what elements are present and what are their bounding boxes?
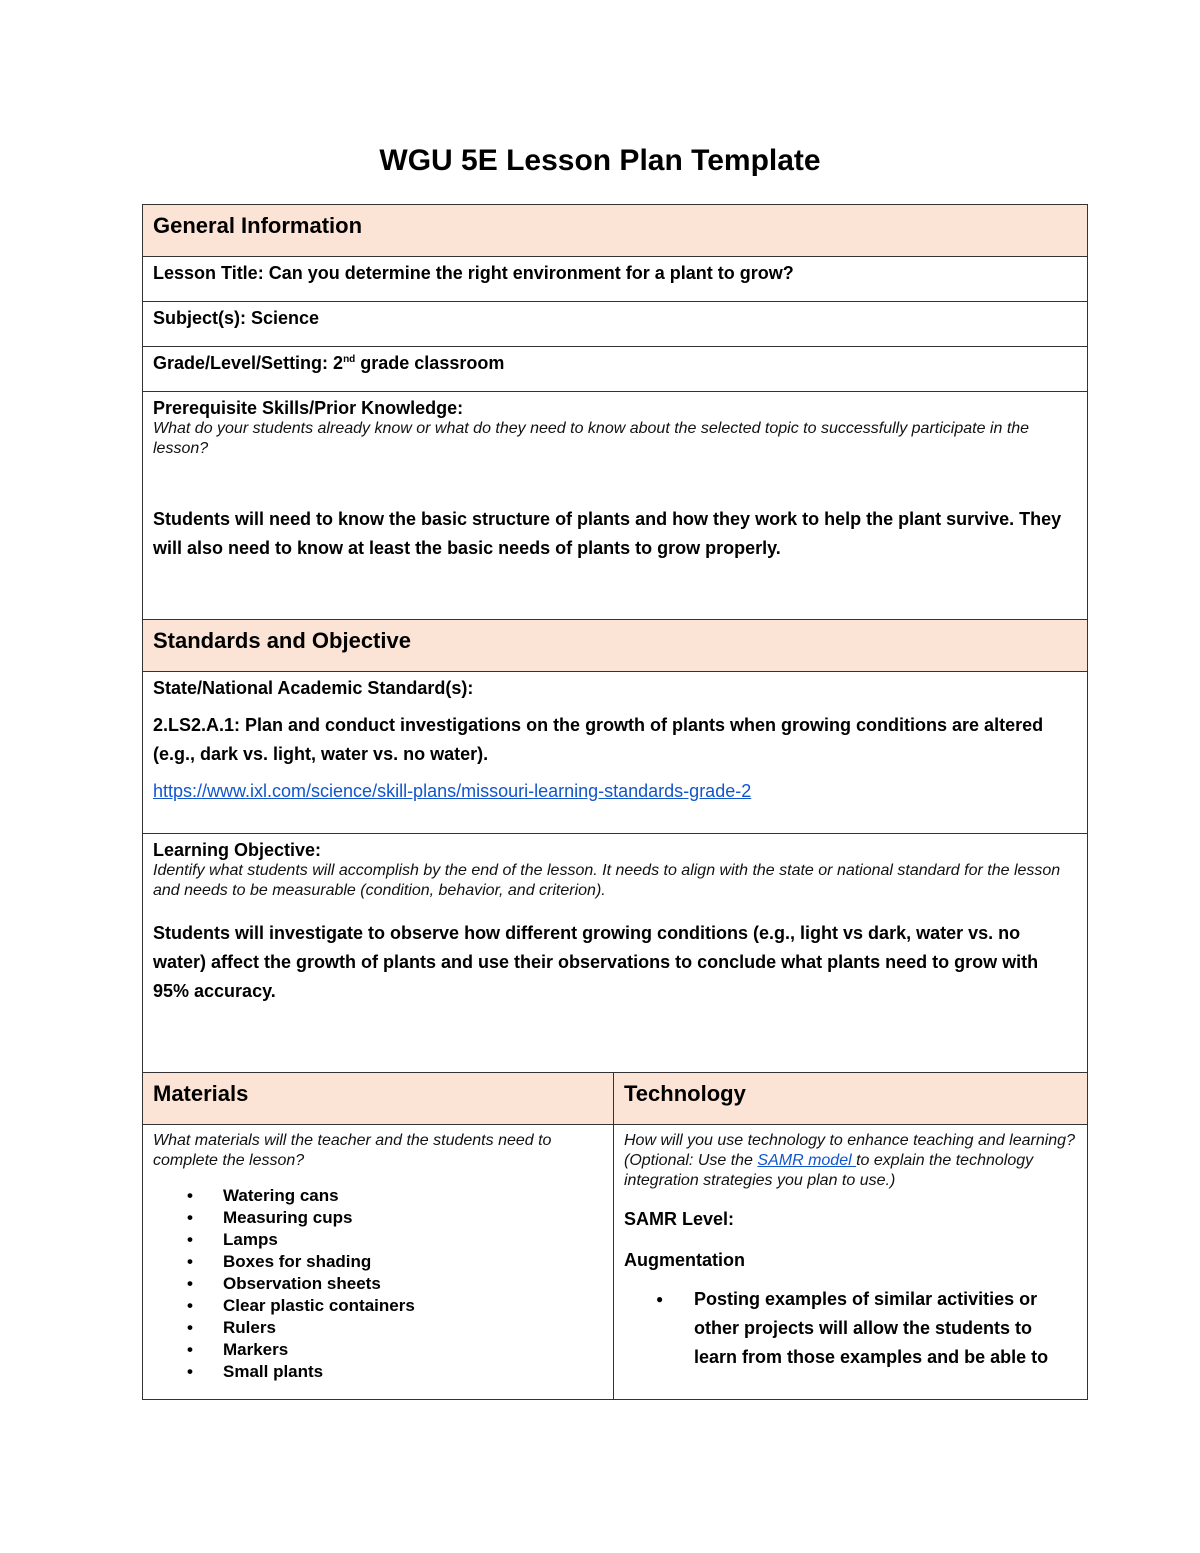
list-item: • Lamps (153, 1229, 603, 1251)
grade-rest: grade classroom (355, 353, 505, 373)
prompt-text-2: to explain the technology integration strategies you plan to use.) (624, 1152, 1034, 1189)
standard-code: 2.LS2.A.1: (153, 715, 241, 735)
lesson-title: Lesson Title: Can you determine the right environment for a plant to grow? (143, 257, 1088, 302)
objective-prompt: Identify what students will accomplish by the end of the lesson. It needs to align with the state or national standard for the lesson and needs to be measurable (condition, behavior, and criterion). (153, 862, 1061, 899)
samr-label: SAMR Level: (624, 1209, 735, 1229)
list-item: ● Posting examples of similar activities or other projects will allow the students to learn from those examples and be able to (624, 1285, 1077, 1372)
samr-value: Augmentation (624, 1250, 745, 1270)
prereq-prompt: What do your students already know or what do they need to know about the selected topic to successfully participate in the lesson? (153, 420, 1030, 457)
objective-cell (143, 834, 1088, 1073)
materials-list (153, 1185, 603, 1383)
list-item: • Watering cans (153, 1185, 603, 1207)
general-information-header: General Information (143, 205, 1088, 257)
list-item: • Clear plastic containers (153, 1295, 603, 1317)
materials-header: Materials (143, 1073, 614, 1125)
standard-link[interactable]: https://www.ixl.com/science/skill-plans/missouri-learning-standards-grade-2 (153, 781, 752, 801)
list-item: • Observation sheets (153, 1273, 603, 1295)
objective-answer: Students will investigate to observe how different growing conditions (e.g., light vs dark, water vs. no water) affect the growth of plants and use their observations to conclude what plants need to grow with 95% accuracy. (153, 923, 1039, 1001)
subjects: Subject(s): Science (143, 302, 1088, 347)
prereq-answer: Students will need to know the basic structure of plants and how they work to help the plant survive. They will also need to know at least the basic needs of plants to grow properly. (153, 509, 1062, 558)
technology-prompt (624, 1131, 1077, 1191)
grade-label: Grade/Level/Setting: 2 (153, 353, 344, 373)
prompt-text: How will you use technology to enhance teaching and learning? (Optional: Use the (624, 1132, 1075, 1169)
objective-label: Learning Objective: (153, 840, 322, 860)
document-title: WGU 5E Lesson Plan Template (379, 144, 821, 177)
standards-header: Standards and Objective (143, 620, 1088, 672)
list-item: • Boxes for shading (153, 1251, 603, 1273)
standard-label: State/National Academic Standard(s): (153, 678, 474, 698)
technology-header: Technology (614, 1073, 1088, 1125)
prerequisite-cell (143, 392, 1088, 620)
list-item: • Markers (153, 1339, 603, 1361)
standard-text (153, 711, 1077, 769)
standards-cell (143, 672, 1088, 834)
technology-bullets (624, 1285, 1077, 1372)
grade-sup: nd (343, 354, 356, 365)
samr-model-link[interactable]: SAMR model (757, 1152, 857, 1169)
materials-cell (143, 1125, 614, 1400)
list-item: • Measuring cups (153, 1207, 603, 1229)
grade-level-setting (143, 347, 1088, 392)
materials-prompt: What materials will the teacher and the students need to complete the lesson? (153, 1132, 552, 1169)
list-item: • Rulers (153, 1317, 603, 1339)
lesson-plan-table (142, 204, 1088, 1400)
standard-description: Plan and conduct investigations on the growth of plants when growing conditions are altered (e.g., dark vs. light, water vs. no water). (153, 715, 1044, 764)
prereq-label: Prerequisite Skills/Prior Knowledge: (153, 398, 464, 418)
technology-cell (614, 1125, 1088, 1400)
list-item: • Small plants (153, 1361, 603, 1383)
